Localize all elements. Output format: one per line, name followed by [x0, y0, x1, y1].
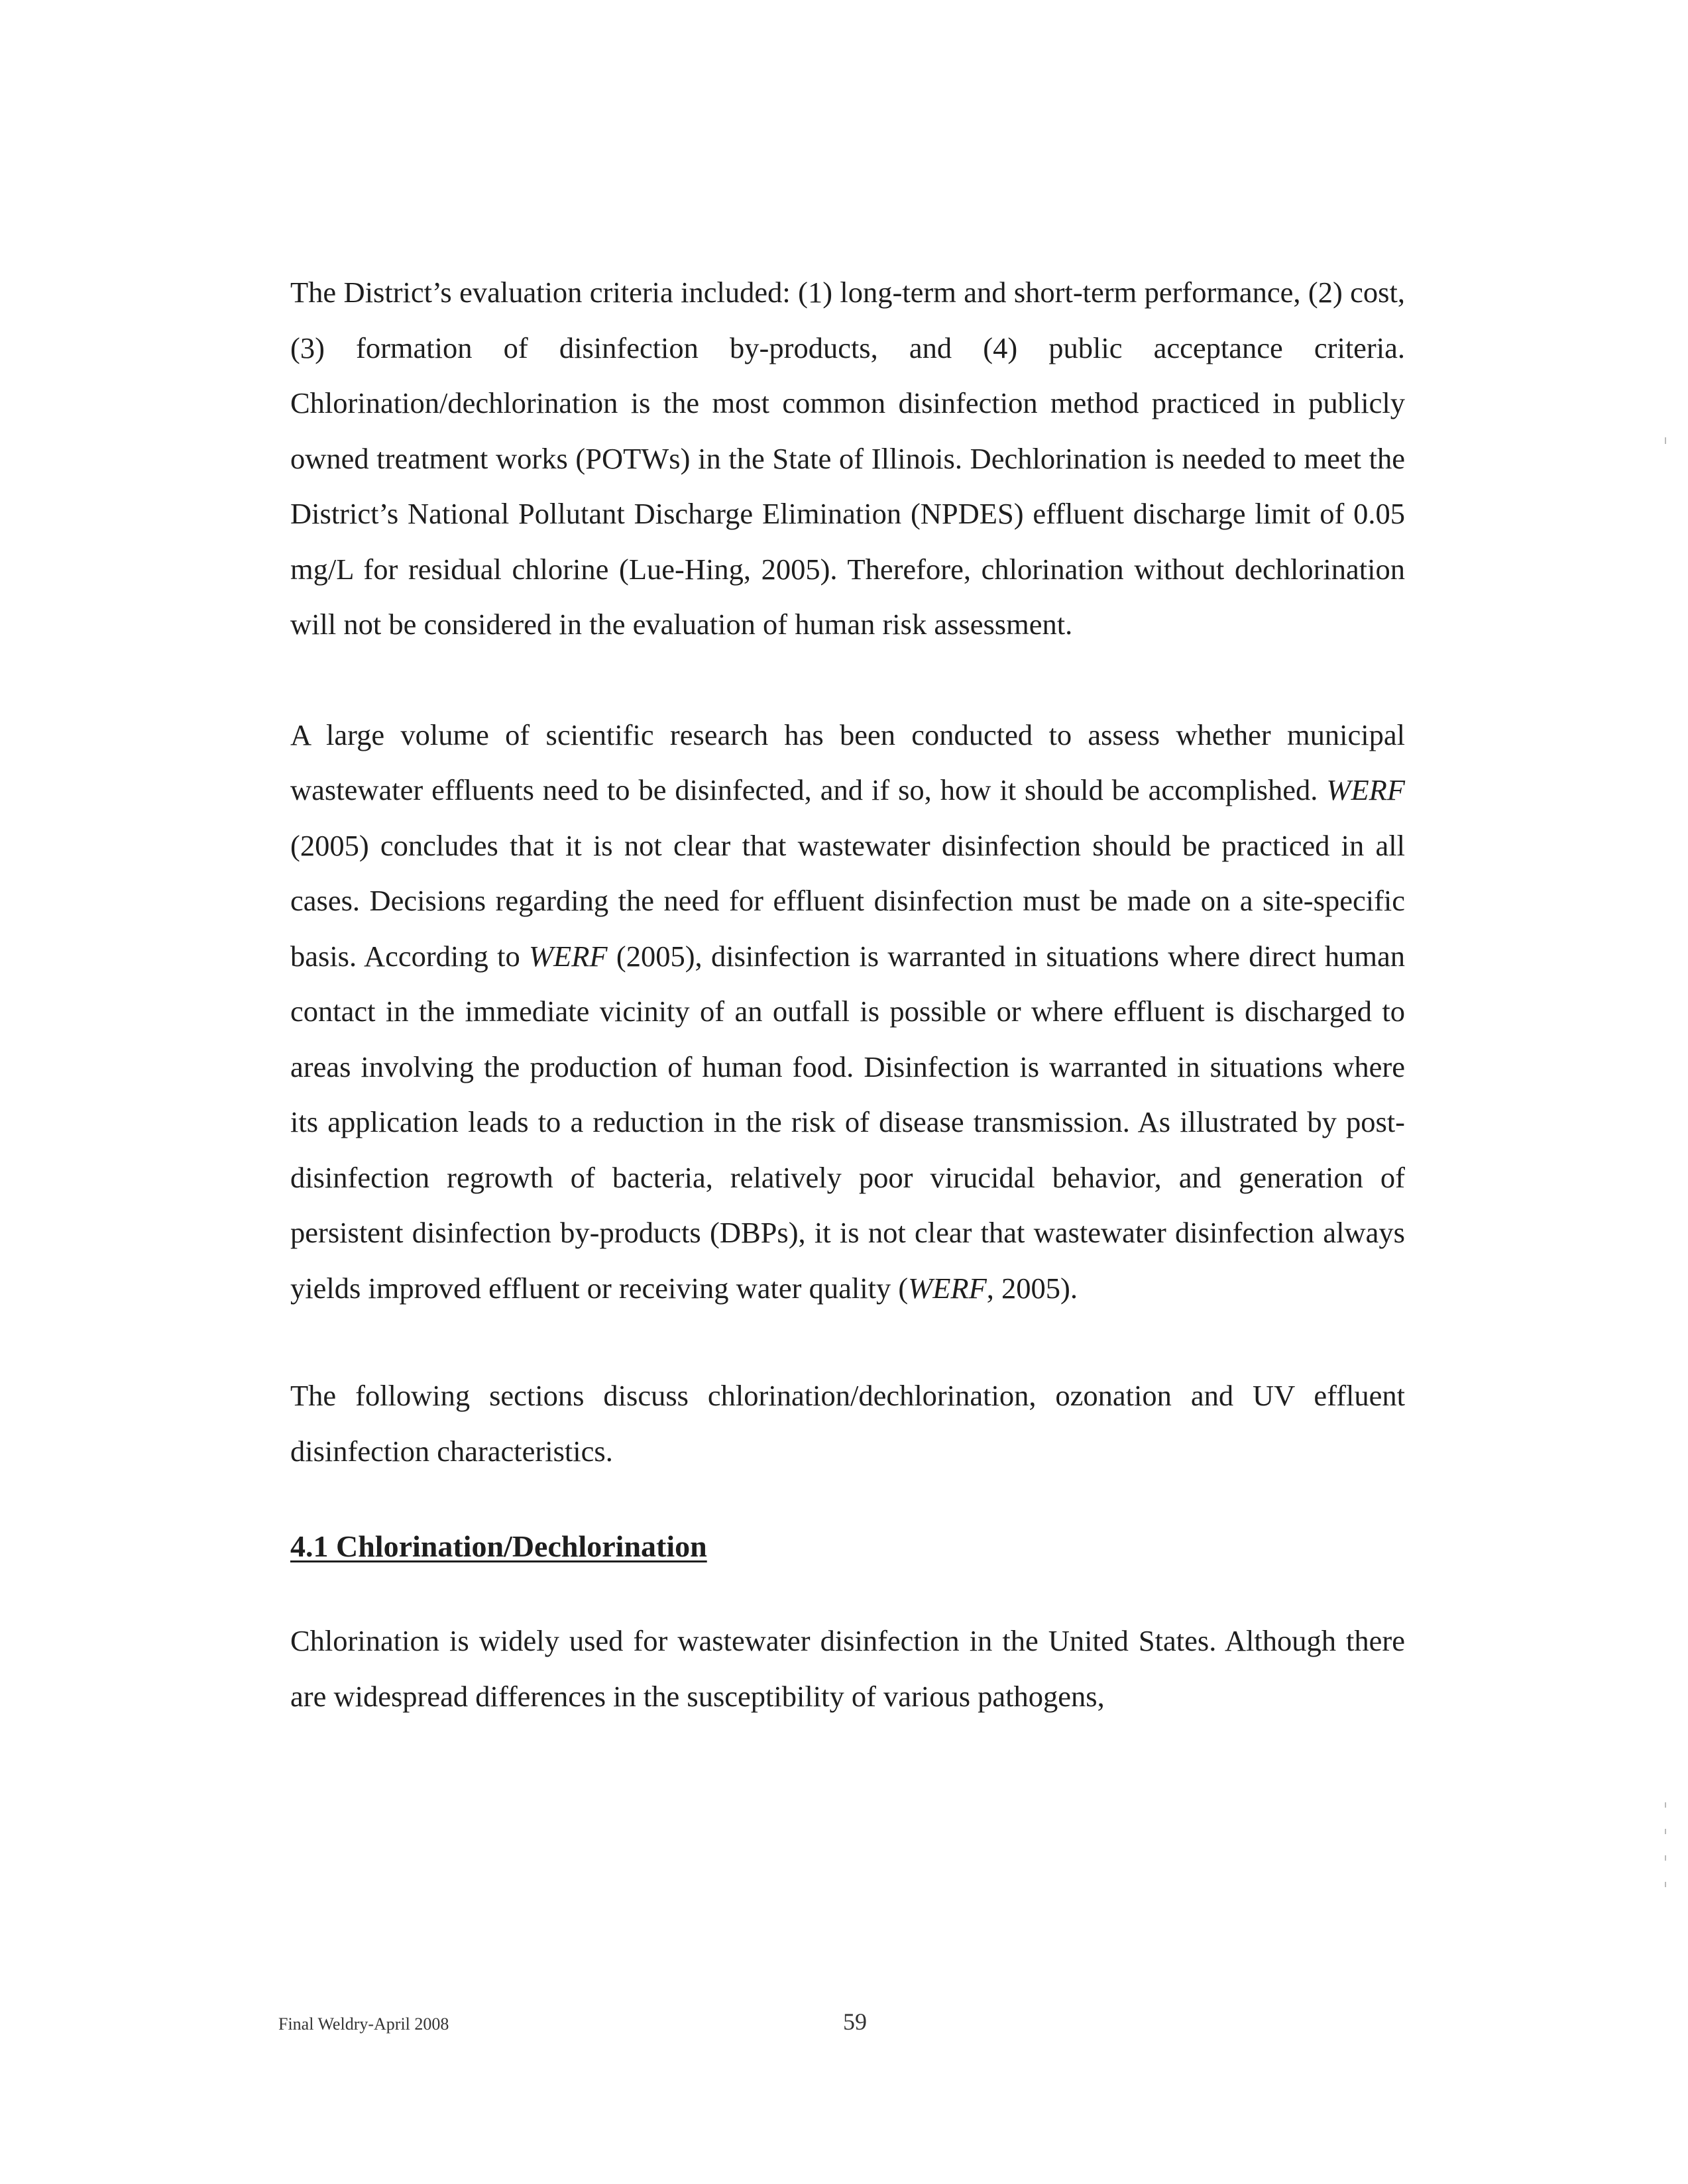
paragraph-evaluation-criteria: The District’s evaluation criteria included: (1) long-term and short-term performance, (2) cost, (3) formation of disinfection by-products, and (4) public acceptance criteria. Chlorination/dechlorination is the most common disinfection method practiced in publicly owned treatment works (POTWs) in the State of Illinois. Dechlorination is needed to meet the District’s National Pollutant Discharge Elimination (NPDES) effluent discharge limit of 0.05 mg/L for residual chlorine (Lue-Hing, 2005). Therefore, chlorination without dechlorination will not be considered in the evaluation of human risk assessment.	[290, 276, 1405, 641]
paragraph-text-segment: , 2005).	[986, 1271, 1078, 1305]
scan-margin-mark	[1665, 437, 1666, 444]
section-heading-text: 4.1 Chlorination/Dechlorination	[290, 1529, 707, 1563]
scan-margin-mark	[1665, 1802, 1666, 1808]
paragraph-text-segment: A large volume of scientific research has been conducted to assess whether municipal wastewater effluents need to be disinfected, and if so, how it should be accomplished.	[290, 718, 1405, 806]
footer-document-label: Final Weldry-April 2008	[278, 2014, 449, 2034]
citation-werf: WERF	[528, 939, 608, 973]
page-body	[290, 265, 1405, 1724]
paragraph-chlorination: Chlorination is widely used for wastewater disinfection in the United States. Although there are widespread differences in the susceptibility of various pathogens,	[290, 1624, 1405, 1713]
citation-werf: WERF	[908, 1271, 987, 1305]
paragraph-scientific-research	[290, 708, 1405, 1317]
paragraph-text-segment: (2005), disinfection is warranted in situations where direct human contact in the immediate vicinity of an outfall is possible or where effluent is discharged to areas involving the production of human food. Disinfection is warranted in situations where its application leads to a reduction in the risk of disease transmission. As illustrated by post-disinfection regrowth of bacteria, relatively poor virucidal behavior, and generation of persistent disinfection by-products (DBPs), it is not clear that wastewater disinfection always yields improved effluent or receiving water quality (	[290, 939, 1405, 1305]
scan-margin-mark	[1665, 1882, 1666, 1887]
paragraph-following-sections: The following sections discuss chlorination/dechlorination, ozonation and UV effluent disinfection characteristics.	[290, 1379, 1405, 1468]
citation-werf: WERF	[1326, 773, 1405, 806]
scan-margin-mark	[1665, 1829, 1666, 1834]
section-heading	[290, 1519, 1405, 1574]
page-number: 59	[843, 2008, 867, 2035]
scan-margin-mark	[1665, 1855, 1666, 1861]
paragraph-text-segment: (2005) concludes that it is not clear that wastewater disinfection should be practiced in all cases. Decisions regarding the need for effluent disinfection must be made on a site-specific basis. According to	[290, 828, 1405, 973]
